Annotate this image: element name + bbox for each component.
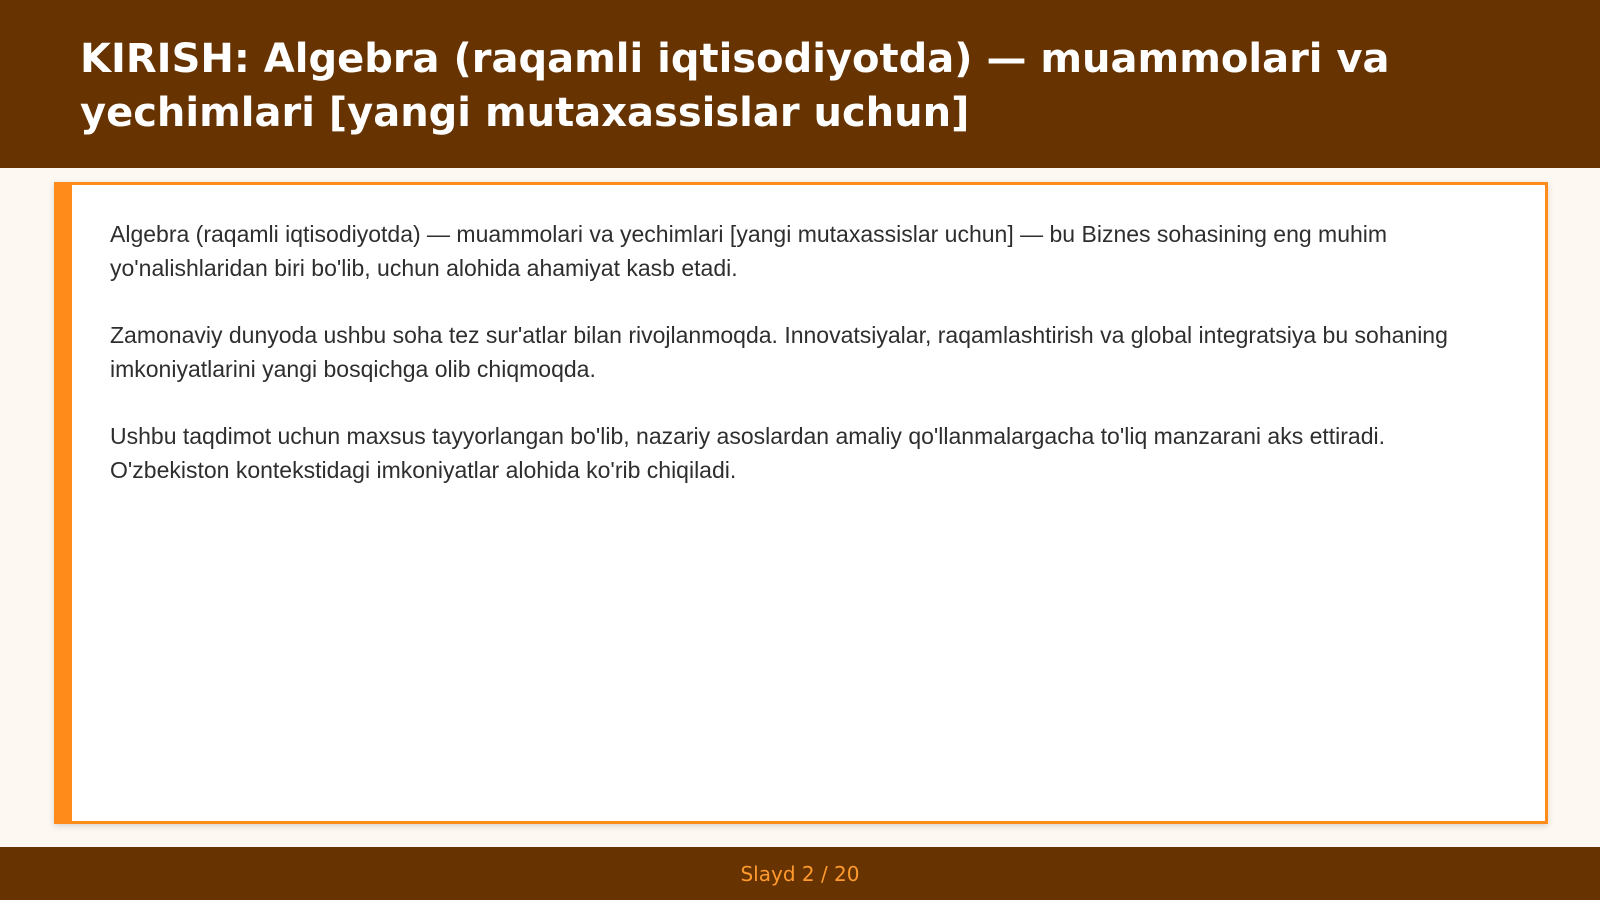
- paragraph-presentation: Ushbu taqdimot uchun maxsus tayyorlangan bo'lib, nazariy asoslardan amaliy qo'llanmalargacha to'liq manzarani aks ettiradi. O'zbekiston kontekstidagi imkoniyatlar alohida ko'rib chiqiladi.: [110, 423, 1386, 483]
- paragraph-modern-world: Zamonaviy dunyoda ushbu soha tez sur'atlar bilan rivojlanmoqda. Innovatsiyalar, raqamlashtirish va global integratsiya bu sohaning imkoniyatlarini yangi bosqichga olib chiqmoqda.: [110, 322, 1448, 382]
- slide-number: Slayd 2 / 20: [740, 861, 860, 886]
- slide-header: [0, 0, 1600, 168]
- slide-footer: [0, 847, 1600, 900]
- slide-title: KIRISH: Algebra (raqamli iqtisodiyotda) — muammolari va yechimlari [yangi mutaxassislar uchun]: [80, 36, 1390, 136]
- content-box: [54, 182, 1548, 824]
- paragraph-intro: Algebra (raqamli iqtisodiyotda) — muammolari va yechimlari [yangi mutaxassislar uchun] — bu Biznes sohasining eng muhim yo'nalishlaridan biri bo'lib, uchun alohida ahamiyat kasb etadi.: [110, 221, 1388, 281]
